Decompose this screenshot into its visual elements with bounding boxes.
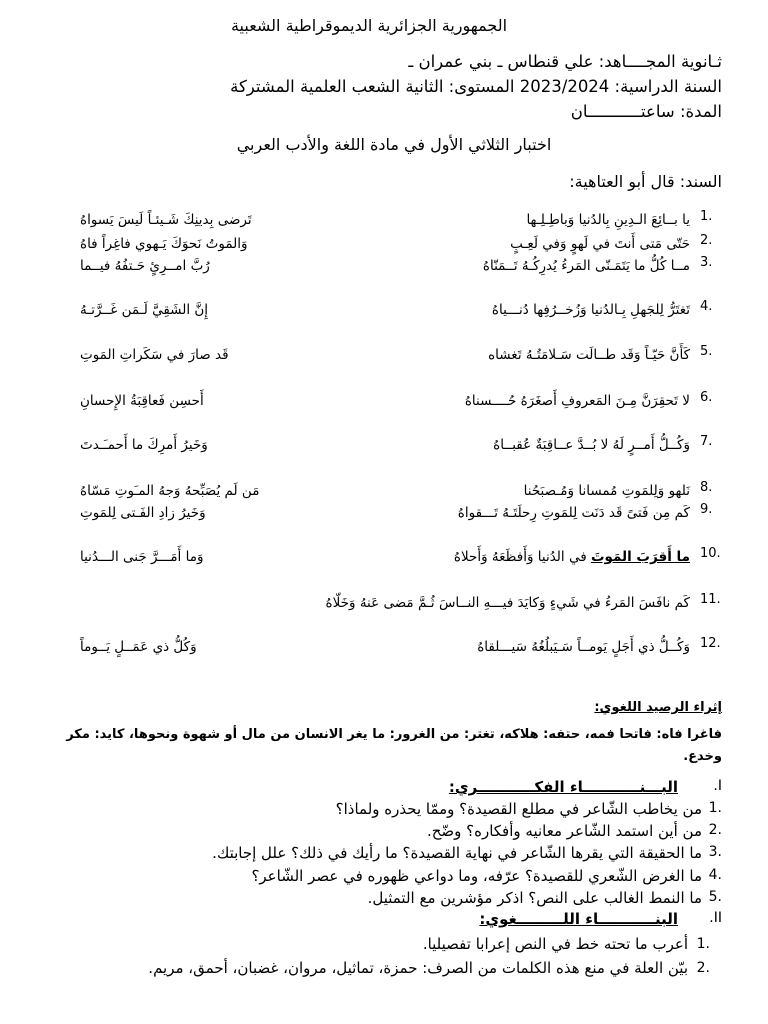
- question-number: 5.: [708, 889, 722, 905]
- poem-verse: [42, 636, 722, 676]
- verse-first-hemistich: نَلهو وَلِلمَوتِ مُمسانا وَمُـصبَحُنا: [523, 483, 690, 499]
- question-text: ما النمط الغالب على النص؟ اذكر مؤشرين مع التمثيل.: [367, 889, 702, 907]
- question-number: 1.: [708, 800, 722, 816]
- verse-second-hemistich: وَكُلُّ ذي عَمَــلٍ يَــوماً: [80, 639, 197, 655]
- verse-number: 2.: [700, 233, 713, 248]
- question-number: 1.: [696, 936, 710, 952]
- verse-first-hemistich: يا بــائِعَ الـدِينِ بِالدُنيا وَباطِـلِـها: [526, 212, 690, 228]
- verse-number: 4.: [700, 299, 713, 314]
- verse-second-hemistich: وَالمَوتُ نَحوَكَ يَـهوي فاغِراً فاهُ: [80, 236, 248, 252]
- verse-number: 6.: [700, 390, 713, 405]
- school-name: ثـانوية المجــــاهد: علي قنطاس ـ بني عمران ـ: [408, 52, 722, 71]
- section-number: II.: [709, 910, 722, 926]
- question-number: 4.: [708, 867, 722, 883]
- question-item: [426, 822, 722, 840]
- poem-verse: [42, 255, 722, 295]
- underlined-phrase: ما أَقرَبَ المَوتَ: [590, 549, 690, 565]
- poem-verse: [42, 390, 722, 430]
- verse-second-hemistich: أَحسِن فَعاقِبَةُ الإِحسانِ: [80, 393, 204, 409]
- verse-first-hemistich: كَم مِن فَتىً قَد دَنَت لِلمَوتِ رِحلَتَـهُ تَـــقواهُ: [457, 505, 690, 521]
- question-item: [251, 867, 722, 885]
- question-item: [38, 956, 710, 980]
- question-text: ما الحقيقة التي يقرها الشّاعر في نهاية القصيدة؟ ما رأيك في ذلك؟ علل إجابتك.: [212, 844, 702, 862]
- poem-verse: [42, 299, 722, 339]
- verse-number: 11.: [700, 592, 721, 607]
- question-item: [335, 800, 722, 818]
- verse-rest: في الدُنيا وَأَفظَعَهُ وَأَحلاهُ: [453, 549, 591, 565]
- verse-first-hemistich: حَتّى مَتى أَنتَ في لَهوٍ وَفي لَعِـبٍ: [510, 236, 690, 252]
- vocab-heading: إثراء الرصيد اللغوي:: [594, 700, 722, 715]
- source-label: السند: قال أبو العتاهية:: [569, 172, 722, 191]
- verse-second-hemistich: وَخَيرُ زادِ الفَـتى لِلمَوتِ: [80, 505, 206, 521]
- year-level: السنة الدراسية: 2023/2024 المستوى: الثانية الشعب العلمية المشتركة: [230, 77, 722, 96]
- section-2-heading: [42, 910, 722, 932]
- vocab-body: فاغرا فاه: فاتحا فمه، حتفه: هلاكه، تغتر: من الغرور: ما يغر الانسان من مال أو شهوة ونحوها، كايد: مكر وخدع.: [66, 727, 722, 764]
- verse-number: 9.: [700, 502, 713, 517]
- verse-second-hemistich: مَن لَم يُصَبِّحهُ وَجهُ المـَوتِ مَسّاهُ: [80, 483, 260, 499]
- section-title: البـــنـــــــــــاء الفكـــــــــــري:: [448, 778, 678, 796]
- question-text: من يخاطب الشّاعر في مطلع القصيدة؟ وممّا يحذره ولماذا؟: [335, 800, 702, 818]
- verse-second-hemistich: رُبَّ امــرِئٍ حَـتفُهُ فيــما: [80, 258, 210, 274]
- section-1-heading: [42, 778, 722, 800]
- question-item: [367, 889, 722, 907]
- verse-first-hemistich: لا تَحقِرَنَّ مِـنَ المَعروفِ أَصغَرَهُ حُــــسناهُ: [464, 393, 690, 409]
- question-number: 2.: [708, 822, 722, 838]
- question-text: أعرب ما تحته خط في النص إعرابا تفصيليا.: [422, 935, 688, 953]
- verse-first-hemistich: [390, 546, 690, 568]
- question-number: 3.: [708, 844, 722, 860]
- verse-number: 10.: [700, 546, 721, 561]
- verse-first-hemistich: وَكُــلُّ أَمــرٍ لَهُ لا بُــدَّ عــاقِبَةٌ عُقبــاهُ: [493, 437, 690, 453]
- verse-second-hemistich: وَخَيرُ أَمرِكَ ما أَحمـَـدتَ: [80, 437, 208, 453]
- poem-verse: [42, 344, 722, 384]
- verse-second-hemistich: إِنَّ الشَقِيَّ لَـمَن غَــرَّتـهُ: [80, 302, 209, 318]
- verse-number: 3.: [700, 255, 713, 270]
- verse-number: 12.: [700, 636, 721, 651]
- poem-verse: [42, 434, 722, 474]
- verse-second-hemistich: تَرضى بِدينِكَ شَـيئـاً لَيسَ يَسواهُ: [80, 212, 252, 228]
- verse-first-hemistich: تَغتَرُّ لِلجَهلِ بِـالدُنيا وَزُخــرُفِها دُنـــياهُ: [491, 302, 690, 318]
- verse-number: 8.: [700, 480, 713, 495]
- verse-full-line: كَم نافَسَ المَرءُ في شَيءٍ وَكايَدَ فيـــهِ النــاسَ ثُـمَّ مَضى عَنهُ وَخَلّاهُ: [325, 595, 690, 611]
- verse-first-hemistich: كَأَنَّ حَيّـاً وَقَد طــالَت سَـلامَتُـهُ تَغشاه: [488, 347, 690, 363]
- verse-second-hemistich: وَما أَمَـــرَّ جَنى الـــدُنيا: [80, 549, 204, 565]
- exam-duration: المدة: ساعتـــــــــــان: [570, 102, 722, 121]
- section-number: I.: [713, 778, 722, 794]
- verse-number: 5.: [700, 344, 713, 359]
- question-item: [212, 844, 722, 862]
- verse-first-hemistich: مــا كُلُّ ما يَتَمَـنّى المَرءُ يُدرِكُـهُ تَــمَنّاهُ: [482, 258, 690, 274]
- verse-second-hemistich: قَد صارَ في سَكَراتِ المَوتِ: [80, 347, 229, 363]
- exam-title: اختبار الثلاثي الأول في مادة اللغة والأدب العربي: [236, 135, 552, 154]
- question-text: بيّن العلة في منع هذه الكلمات من الصرف: حمزة، تماثيل، مروان، غضبان، أحمق، مريم.: [148, 959, 688, 977]
- question-item: [38, 932, 710, 956]
- poem-verse: [42, 592, 722, 632]
- question-text: من أين استمد الشّاعر معانيه وأفكاره؟ وضّح.: [426, 822, 702, 840]
- poem-verse: [42, 546, 722, 586]
- section-title: البنـــــــــــاء اللـــــــــغوي:: [479, 910, 678, 928]
- question-number: 2.: [696, 960, 710, 976]
- verse-number: 1.: [700, 209, 713, 224]
- verse-number: 7.: [700, 434, 713, 449]
- poem-verse: [42, 502, 722, 542]
- verse-first-hemistich: وَكُــلُّ ذي أَجَلٍ يَومــاً سَـيَبلُغُهُ سَيـــلقاهُ: [477, 639, 690, 655]
- republic-heading: الجمهورية الجزائرية الديموقراطية الشعبية: [230, 16, 508, 35]
- question-text: ما الغرض الشّعري للقصيدة؟ عرّفه، وما دواعي ظهوره في عصر الشّاعر؟: [251, 867, 702, 885]
